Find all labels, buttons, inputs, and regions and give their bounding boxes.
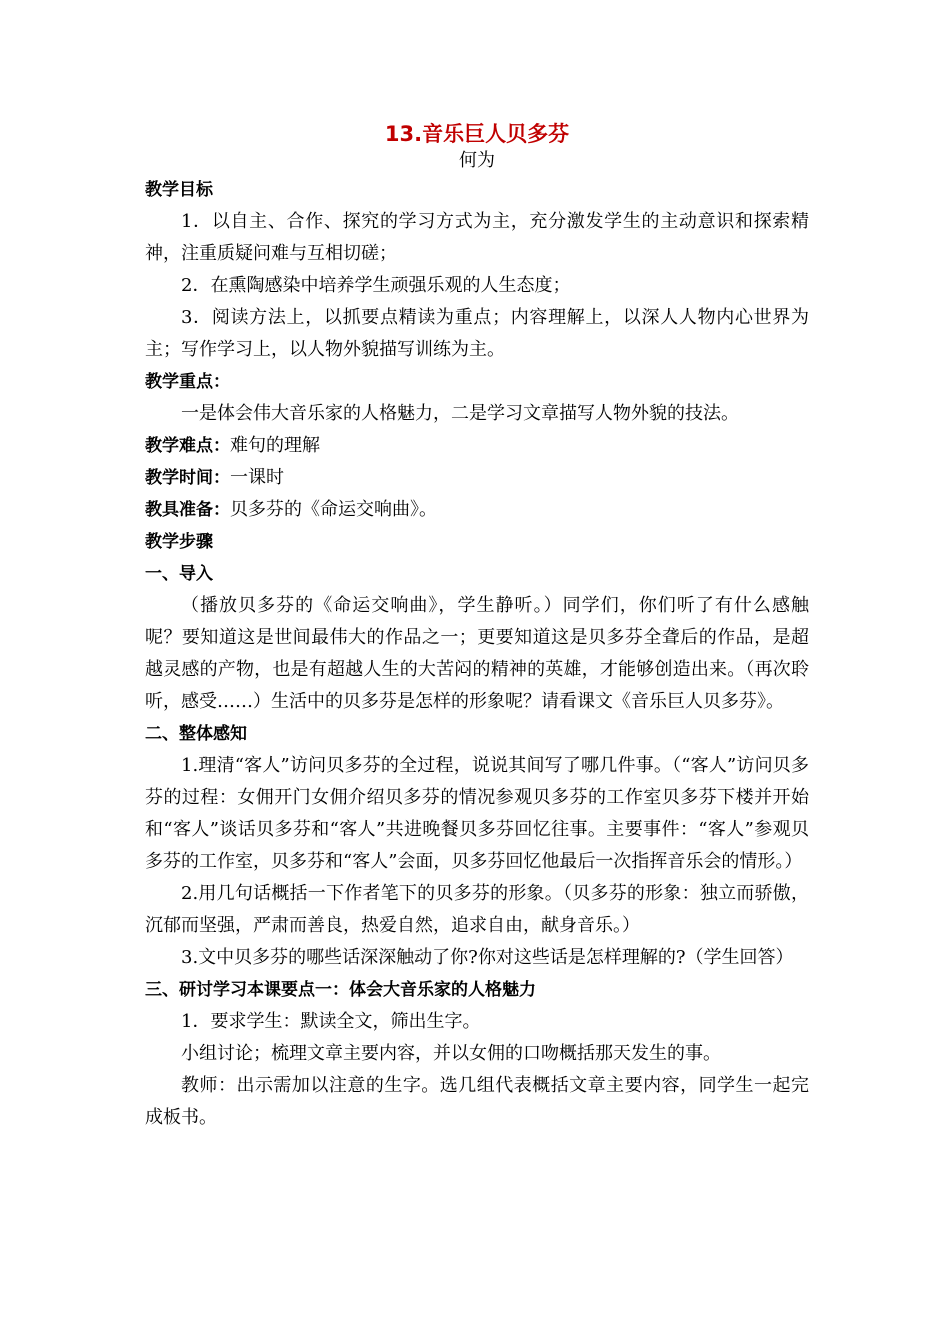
- key-points-text: 一是体会伟大音乐家的人格魅力，二是学习文章描写人物外貌的技法。: [181, 403, 739, 424]
- difficulty-row: [145, 430, 809, 462]
- time-text: 一课时: [230, 467, 284, 488]
- section3-item: 1．要求学生：默读全文，筛出生字。: [181, 1011, 481, 1032]
- time-row: [145, 462, 809, 494]
- objective-item: 3．阅读方法上，以抓要点精读为重点；内容理解上，以深人人物内心世界为主；写作学习上，以人物外貌描写训练为主。: [145, 307, 809, 360]
- document-page: [145, 118, 809, 1134]
- section2-heading: 二、整体感知: [145, 724, 247, 744]
- document-title: 13.音乐巨人贝多芬: [384, 122, 570, 146]
- author-name: 何为: [459, 150, 495, 171]
- section1-text: （播放贝多芬的《命运交响曲》，学生静听。）同学们，你们听了有什么感触呢？要知道这是世间最伟大的作品之一；更要知道这是贝多芬全聋后的作品，是超越灵感的产物，也是有超越人生的大苦闷的精神的英雄，才能够创造出来。（再次聆听，感受……）生活中的贝多芬是怎样的形象呢？请看课文《音乐巨人贝多芬》。: [145, 595, 809, 712]
- section3-item: 小组讨论；梳理文章主要内容，并以女佣的口吻概括那天发生的事。: [181, 1043, 721, 1064]
- section2-item: 3.文中贝多芬的哪些话深深触动了你?你对这些话是怎样理解的?（学生回答）: [181, 947, 794, 968]
- difficulty-label: 教学难点：: [145, 436, 230, 456]
- steps-heading: 教学步骤: [145, 532, 213, 552]
- time-label: 教学时间：: [145, 468, 230, 488]
- section2-item: 1.理清“客人”访问贝多芬的全过程，说说其间写了哪几件事。（“客人”访问贝多芬的过程：女佣开门女佣介绍贝多芬的情况参观贝多芬的工作室贝多芬下楼并开始和“客人”谈话贝多芬和“客人”共进晚餐贝多芬回忆往事。主要事件：“客人”参观贝多芬的工作室，贝多芬和“客人”会面，贝多芬回忆他最后一次指挥音乐会的情形。）: [145, 755, 809, 872]
- section3-item: 教师：出示需加以注意的生字。选几组代表概括文章主要内容，同学生一起完成板书。: [145, 1075, 809, 1128]
- section3-heading: 三、研讨学习本课要点一：体会大音乐家的人格魅力: [145, 980, 536, 1000]
- prep-row: [145, 494, 809, 526]
- difficulty-text: 难句的理解: [230, 435, 320, 456]
- section1-heading: 一、导入: [145, 564, 213, 584]
- objective-item: 1．以自主、合作、探究的学习方式为主，充分激发学生的主动意识和探索精神，注重质疑问难与互相切磋；: [145, 211, 809, 264]
- prep-text: 贝多芬的《命运交响曲》。: [230, 499, 437, 520]
- key-points-heading: 教学重点：: [145, 372, 230, 392]
- section2-item: 2.用几句话概括一下作者笔下的贝多芬的形象。（贝多芬的形象：独立而骄傲，沉郁而坚强，严肃而善良，热爱自然，追求自由，献身音乐。）: [145, 883, 809, 936]
- objective-item: 2．在熏陶感染中培养学生顽强乐观的人生态度；: [181, 275, 571, 296]
- prep-label: 教具准备：: [145, 500, 230, 520]
- objectives-heading: 教学目标: [145, 180, 213, 200]
